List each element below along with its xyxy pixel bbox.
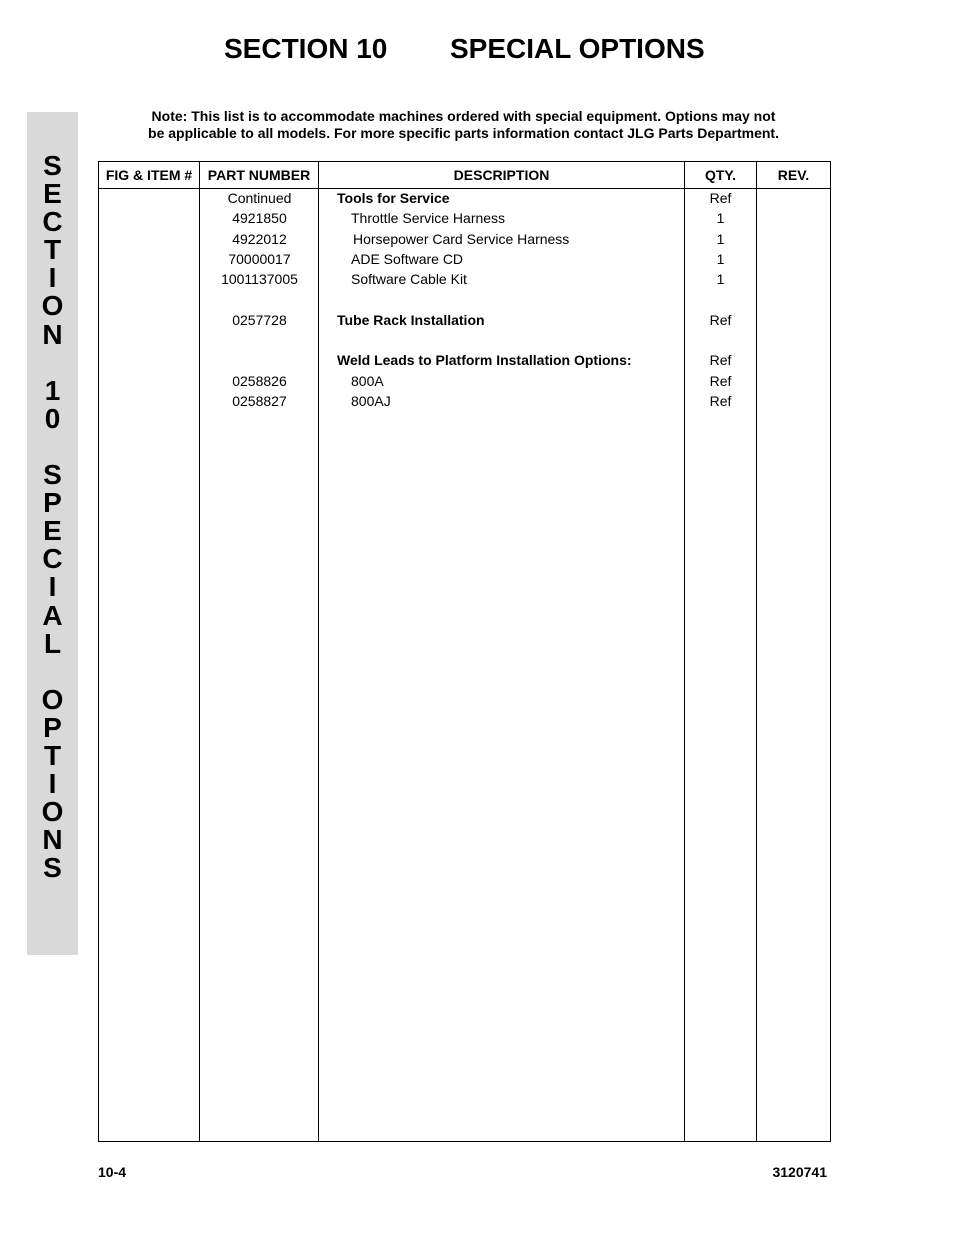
table-row — [99, 310, 830, 330]
section-side-tab — [27, 112, 78, 955]
column-divider — [756, 162, 757, 1141]
side-tab-letter: I — [48, 571, 57, 603]
part-number: 0258827 — [232, 393, 287, 409]
quantity: Ref — [709, 352, 732, 368]
column-divider — [684, 162, 685, 1141]
side-tab-letter: S — [43, 852, 62, 884]
col-header-qty: QTY. — [704, 167, 737, 183]
table-row — [99, 229, 830, 249]
table-row — [99, 208, 830, 228]
table-row — [99, 391, 830, 411]
side-tab-letter: E — [43, 515, 62, 547]
part-number: Continued — [227, 190, 292, 206]
side-tab-text — [27, 152, 78, 882]
side-tab-letter: E — [43, 178, 62, 210]
description: 800AJ — [351, 393, 391, 409]
description: Tube Rack Installation — [337, 312, 485, 328]
table-row — [99, 350, 830, 370]
part-number: 0257728 — [232, 312, 287, 328]
side-tab-gap — [27, 658, 78, 686]
side-tab-letter: C — [42, 543, 63, 575]
part-number: 4921850 — [232, 210, 287, 226]
document-number: 3120741 — [772, 1164, 827, 1180]
side-tab-letter: O — [41, 683, 64, 715]
side-tab-letter: I — [48, 768, 57, 800]
side-tab-letter: A — [42, 599, 63, 631]
quantity: Ref — [709, 373, 732, 389]
quantity: Ref — [709, 312, 732, 328]
note-line-1: Note: This list is to accommodate machines ordered with special equipment. Options may not — [151, 108, 776, 124]
description: 800A — [351, 373, 384, 389]
quantity: 1 — [716, 231, 725, 247]
column-divider — [199, 162, 200, 1141]
side-tab-letter: N — [42, 824, 63, 856]
side-tab-letter: N — [42, 318, 63, 350]
section-label: SECTION 10 — [224, 33, 388, 64]
side-tab-letter: S — [43, 459, 62, 491]
note-line-2: be applicable to all models. For more specific parts information contact JLG Parts Department. — [148, 125, 779, 141]
table-row — [99, 188, 830, 208]
quantity: 1 — [716, 210, 725, 226]
column-divider — [318, 162, 319, 1141]
side-tab-letter: T — [43, 234, 62, 266]
quantity: 1 — [716, 271, 725, 287]
side-tab-letter: L — [43, 627, 62, 659]
quantity: Ref — [709, 393, 732, 409]
part-number: 1001137005 — [221, 271, 298, 287]
description: ADE Software CD — [351, 251, 464, 267]
side-tab-letter: 1 — [44, 374, 61, 406]
table-row — [99, 269, 830, 289]
section-name: SPECIAL OPTIONS — [450, 33, 705, 64]
note-text — [98, 108, 829, 142]
col-header-rev: REV. — [777, 167, 810, 183]
side-tab-letter: T — [43, 739, 62, 771]
parts-table — [98, 161, 831, 1142]
description: Tools for Service — [337, 190, 450, 206]
quantity: Ref — [709, 190, 732, 206]
table-row — [99, 249, 830, 269]
side-tab-gap — [27, 349, 78, 377]
side-tab-letter: I — [48, 262, 57, 294]
description: Weld Leads to Platform Installation Options: — [337, 352, 632, 368]
part-number: 0258826 — [232, 373, 287, 389]
side-tab-letter: P — [43, 487, 62, 519]
col-header-description: DESCRIPTION — [453, 167, 550, 183]
table-row — [99, 371, 830, 391]
description: Throttle Service Harness — [351, 210, 506, 226]
side-tab-letter: S — [43, 150, 62, 181]
side-tab-letter: C — [42, 206, 63, 238]
col-header-fig-item: FIG & ITEM # — [105, 167, 193, 183]
part-number: 70000017 — [228, 251, 291, 267]
side-tab-letter: 0 — [44, 402, 61, 434]
side-tab-gap — [27, 433, 78, 461]
description: Horsepower Card Service Harness — [353, 231, 570, 247]
side-tab-letter: O — [41, 796, 64, 828]
col-header-part-number: PART NUMBER — [207, 167, 311, 183]
side-tab-letter: P — [43, 711, 62, 743]
side-tab-letter: O — [41, 290, 64, 322]
part-number: 4922012 — [232, 231, 287, 247]
page-number: 10-4 — [98, 1164, 127, 1180]
quantity: 1 — [716, 251, 725, 267]
description: Software Cable Kit — [351, 271, 467, 287]
